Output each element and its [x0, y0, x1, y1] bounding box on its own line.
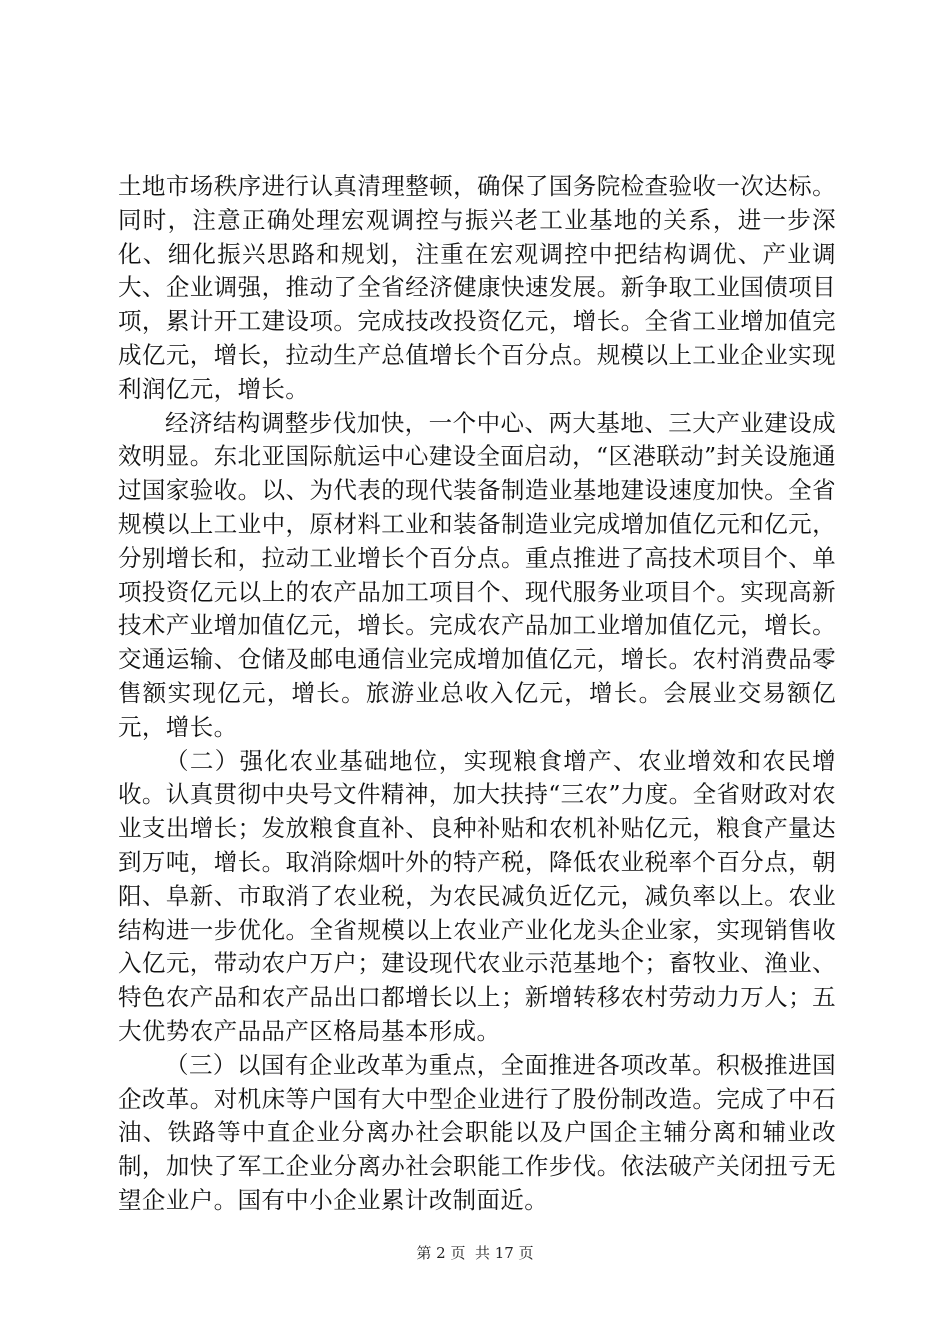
page-total: 共 17 页: [475, 1244, 534, 1262]
paragraph-4: （三）以国有企业改革为重点，全面推进各项改革。积极推进国企改革。对机床等户国有大中型企业进行了股份制改造。完成了中石油、铁路等中直企业分离办社会职能以及户国企主辅分离和辅业改制，加快了军工企业分离办社会职能工作步伐。依法破产关闭扭亏无望企业户。国有中小企业累计改制面近。: [118, 1050, 836, 1214]
page-footer: [0, 1243, 950, 1263]
document-body: [118, 170, 836, 1218]
paragraph-1: 土地市场秩序进行认真清理整顿，确保了国务院检查验收一次达标。同时，注意正确处理宏观调控与振兴老工业基地的关系，进一步深化、细化振兴思路和规划，注重在宏观调控中把结构调优、产业调大、企业调强，推动了全省经济健康快速发展。新争取工业国债项目项，累计开工建设项。完成技改投资亿元，增长。全省工业增加值完成亿元，增长，拉动生产总值增长个百分点。规模以上工业企业实现利润亿元，增长。: [118, 172, 836, 403]
page-number: 第 2 页: [416, 1244, 466, 1262]
paragraph-2: 经济结构调整步伐加快，一个中心、两大基地、三大产业建设成效明显。东北亚国际航运中心建设全面启动，“区港联动”封关设施通过国家验收。以、为代表的现代装备制造业基地建设速度加快。全省规模以上工业中，原材料工业和装备制造业完成增加值亿元和亿元，分别增长和，拉动工业增长个百分点。重点推进了高技术项目个、单项投资亿元以上的农产品加工项目个、现代服务业项目个。实现高新技术产业增加值亿元，增长。完成农产品加工业增加值亿元，增长。交通运输、仓储及邮电通信业完成增加值亿元，增长。农村消费品零售额实现亿元，增长。旅游业总收入亿元，增长。会展业交易额亿元，增长。: [118, 408, 836, 741]
paragraph-3: （二）强化农业基础地位，实现粮食增产、农业增效和农民增收。认真贯彻中央号文件精神，加大扶持“三农”力度。全省财政对农业支出增长；发放粮食直补、良种补贴和农机补贴亿元，粮食产量达到万吨，增长。取消除烟叶外的特产税，降低农业税率个百分点，朝阳、阜新、市取消了农业税，为农民减负近亿元，减负率以上。农业结构进一步优化。全省规模以上农业产业化龙头企业家，实现销售收入亿元，带动农户万户；建设现代农业示范基地个；畜牧业、渔业、特色农产品和农产品出口都增长以上；新增转移农村劳动力万人；五大优势农产品品产区格局基本形成。: [118, 746, 836, 1045]
